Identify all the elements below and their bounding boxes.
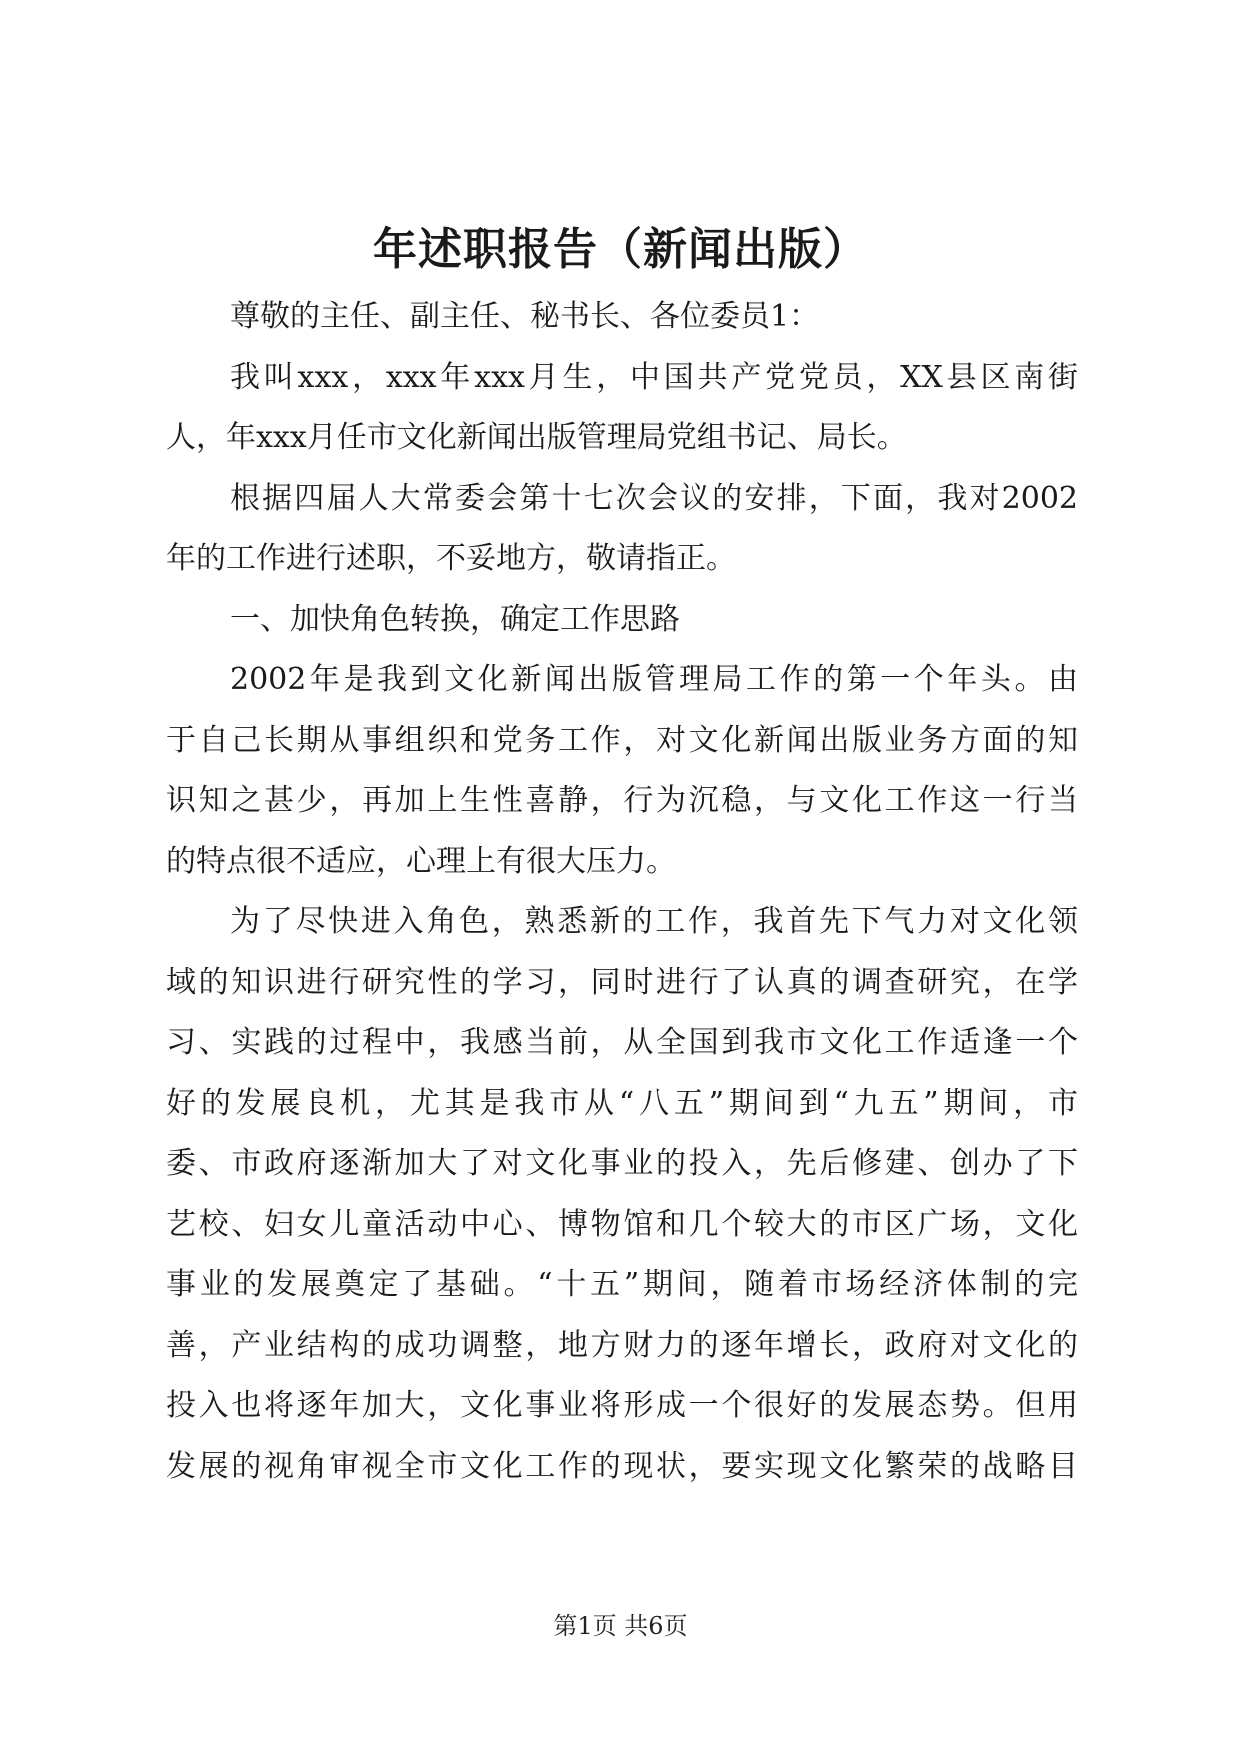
paragraph-line: 投入也将逐年加大，文化事业将形成一个很好的发展态势。但用 [166,1388,1078,1423]
paragraph-line: 识知之甚少，再加上生性喜静，行为沉稳，与文化工作这一行当 [166,783,1078,818]
paragraph-line: 于自己长期从事组织和党务工作，对文化新闻出版业务方面的知 [166,722,1078,758]
page-footer: 第1页 共6页 [553,1612,688,1640]
section-heading: 一、加快角色转换，确定工作思路 [230,601,680,637]
paragraph-line: 发展的视角审视全市文化工作的现状，要实现文化繁荣的战略目 [166,1448,1078,1484]
paragraph-line: 习、实践的过程中，我感当前，从全国到我市文化工作适逢一个 [166,1025,1078,1060]
document-title: 年述职报告（新闻出版） [373,224,868,275]
paragraph-line: 好的发展良机，尤其是我市从“八五”期间到“九五”期间，市 [166,1085,1078,1121]
paragraph-line: 人，年xxx月任市文化新闻出版管理局党组书记、局长。 [166,420,907,455]
paragraph-line: 事业的发展奠定了基础。“十五”期间，随着市场经济体制的完 [166,1267,1078,1302]
paragraph-line: 委、市政府逐渐加大了对文化事业的投入，先后修建、创办了下 [166,1146,1078,1181]
paragraph-line: 的特点很不适应，心理上有很大压力。 [166,843,676,879]
paragraph-line: 年的工作进行述职，不妥地方，敬请指正。 [166,541,736,576]
paragraph-line: 域的知识进行研究性的学习，同时进行了认真的调查研究，在学 [166,964,1078,1000]
paragraph-line: 2002年是我到文化新闻出版管理局工作的第一个年头。由 [230,662,1078,697]
paragraph-line: 善，产业结构的成功调整，地方财力的逐年增长，政府对文化的 [166,1327,1078,1363]
paragraph-line: 为了尽快进入角色，熟悉新的工作，我首先下气力对文化领 [230,904,1078,939]
paragraph-line: 根据四届人大常委会第十七次会议的安排，下面，我对2002 [230,480,1078,516]
paragraph-line: 我叫xxx，xxx年xxx月生，中国共产党党员，XX县区南街 [230,359,1078,395]
salutation-line: 尊敬的主任、副主任、秘书长、各位委员1： [230,299,820,334]
paragraph-line: 艺校、妇女儿童活动中心、博物馆和几个较大的市区广场，文化 [166,1206,1078,1242]
document-body [166,287,1078,1497]
